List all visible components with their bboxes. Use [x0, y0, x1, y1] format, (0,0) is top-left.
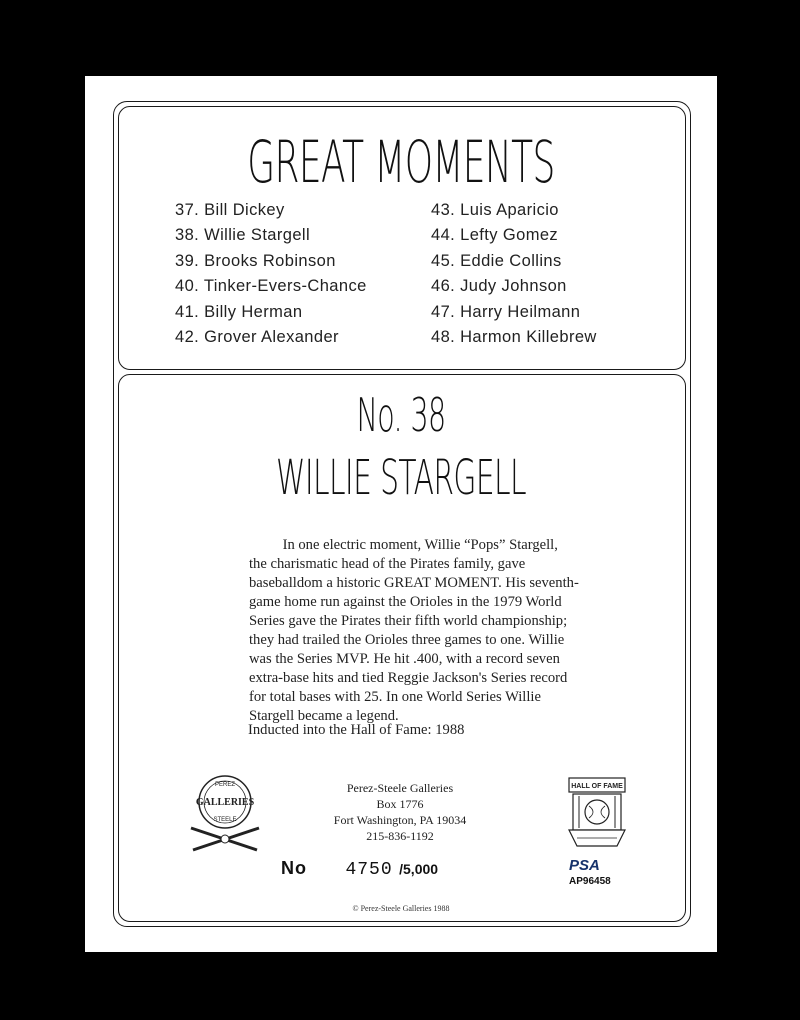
publisher-address — [295, 780, 505, 844]
card-number: No. 38 — [356, 388, 446, 442]
list-item: 47. Harry Heilmann — [431, 302, 581, 321]
baseball-card — [85, 76, 717, 952]
logo-text-bottom: STEELE — [213, 817, 237, 823]
list-item: 40. Tinker-Evers-Chance — [175, 277, 367, 296]
list-item: 45. Eddie Collins — [431, 251, 562, 270]
address-line: Box 1776 — [376, 797, 424, 811]
story-line: extra-base hits and tied Reggie Jackson's Series record — [249, 670, 568, 686]
psa-cert-number: AP96458 — [569, 876, 611, 887]
address-line: 215-836-1192 — [366, 829, 434, 843]
address-line: Fort Washington, PA 19034 — [333, 813, 467, 827]
psa-certification — [569, 857, 645, 897]
story-line: the charismatic head of the Pirates family, gave — [249, 556, 526, 572]
copyright-line: © Perez-Steele Galleries 1988 — [352, 904, 450, 913]
list-item: 43. Luis Aparicio — [431, 201, 559, 219]
serial-label: No — [281, 858, 307, 878]
story-line: baseballdom a historic GREAT MOMENT. His seventh- — [249, 575, 579, 591]
story-line: game home run against the Orioles in the 1979 World — [249, 594, 562, 610]
story-line: for total bases with 25. In one World Series Willie — [249, 689, 541, 705]
hall-of-fame-logo — [565, 776, 629, 856]
story-line: was the Series MVP. He hit .400, with a record seven — [249, 651, 560, 667]
moments-list-right — [431, 198, 597, 350]
inducted-line: Inducted into the Hall of Fame: 1988 — [248, 722, 465, 738]
story-line: In one electric moment, Willie “Pops” Stargell, — [282, 537, 558, 553]
hof-logo-text: HALL OF FAME — [571, 783, 623, 790]
list-item: 44. Lefty Gomez — [431, 226, 559, 245]
player-name: WILLIE STARGELL — [276, 450, 526, 506]
card-title: GREAT MOMENTS — [247, 128, 555, 196]
list-item: 48. Harmon Killebrew — [431, 328, 597, 347]
perez-steele-logo — [185, 772, 265, 856]
story-line: they had trailed the Orioles three games to one. Willie — [249, 632, 565, 648]
list-item: 41. Billy Herman — [175, 302, 303, 321]
list-item: 46. Judy Johnson — [431, 277, 567, 296]
psa-logo: PSA — [569, 857, 600, 874]
logo-text-main: GALLERIES — [195, 797, 255, 808]
logo-text-top: PEREZ — [214, 782, 236, 788]
moments-list-left — [175, 198, 367, 350]
serial-number — [281, 858, 438, 880]
story-line: Stargell became a legend. — [249, 708, 399, 724]
story-text — [249, 536, 629, 726]
list-item: 39. Brooks Robinson — [175, 251, 336, 270]
serial-value: 4750 — [345, 860, 393, 880]
story-line: Series gave the Pirates their fifth world championship; — [249, 613, 568, 629]
list-item: 38. Willie Stargell — [175, 226, 311, 245]
address-line: Perez-Steele Galleries — [346, 781, 454, 795]
serial-total: /5,000 — [399, 861, 439, 877]
list-item: 37. Bill Dickey — [175, 201, 285, 219]
list-item: 42. Grover Alexander — [175, 328, 339, 347]
